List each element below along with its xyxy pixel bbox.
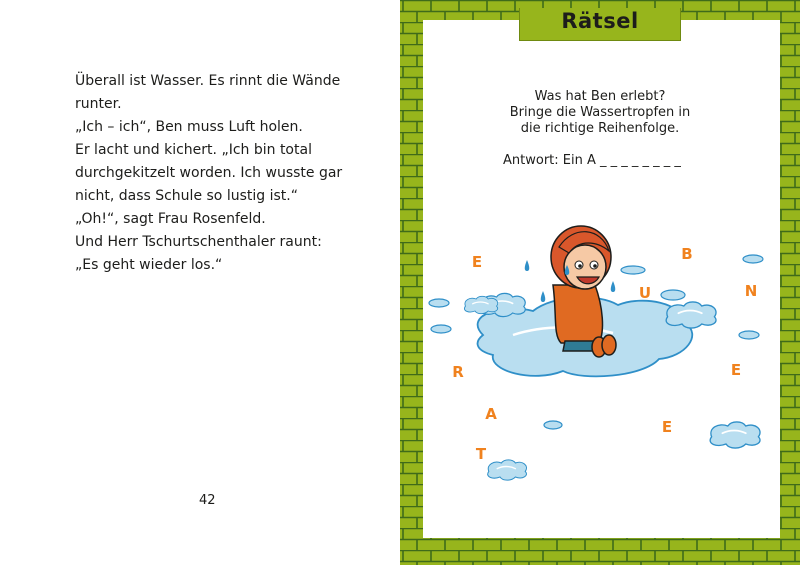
story-line: Überall ist Wasser. Es rinnt die Wände: [75, 73, 341, 89]
drop-letter: N: [744, 282, 758, 300]
story-line: Und Herr Tschurtschenthaler raunt:: [75, 234, 322, 250]
story-line: nicht, dass Schule so lustig ist.“: [75, 188, 298, 204]
drop-letter: T: [475, 445, 487, 463]
child-figure: [551, 226, 616, 357]
question-line: Bringe die Wassertropfen in: [509, 105, 691, 120]
story-line: „Es geht wieder los.“: [75, 257, 223, 273]
page-title: Rätsel: [561, 9, 639, 33]
story-line: „Ich – ich“, Ben muss Luft holen.: [75, 119, 303, 135]
drop-letter: B: [681, 245, 693, 263]
drop-letter: E: [661, 418, 673, 436]
story-line: durchgekitzelt worden. Ich wusste gar: [75, 165, 343, 181]
story-line: „Oh!“, sagt Frau Rosenfeld.: [75, 211, 266, 227]
drop-letter: R: [452, 363, 464, 381]
question-line: Was hat Ben erlebt?: [534, 89, 666, 104]
puddle-illustration: [423, 195, 780, 495]
drop-letter: E: [730, 361, 742, 379]
answer-prompt: Antwort: Ein A _ _ _ _ _ _ _ _: [503, 153, 681, 168]
story-line: runter.: [75, 96, 122, 112]
drop-letter: E: [471, 253, 483, 271]
story-line: Er lacht und kichert. „Ich bin total: [75, 142, 312, 158]
drop-letter: U: [638, 284, 652, 302]
page-number: 42: [199, 493, 216, 508]
drop-letter: A: [485, 405, 497, 423]
question-line: die richtige Reihenfolge.: [520, 121, 680, 136]
